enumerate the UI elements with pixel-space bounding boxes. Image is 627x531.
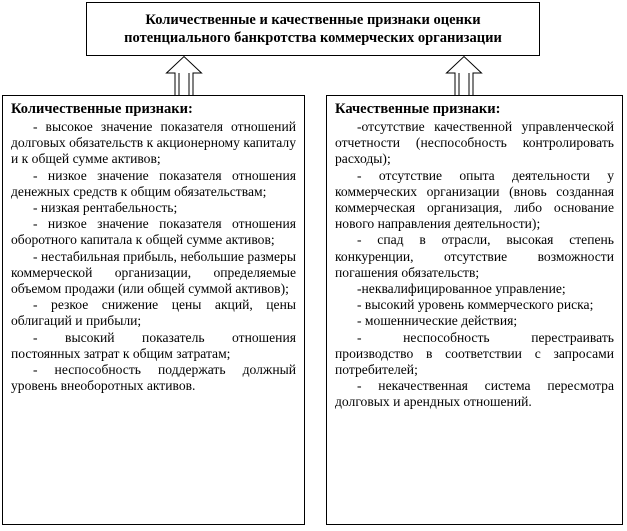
list-item: - неспособность перестраивать производство в соответствии с запросами потребителей;	[335, 329, 614, 378]
quantitative-signs-box	[2, 95, 305, 525]
qualitative-heading: Качественные признаки:	[335, 101, 501, 117]
right-up-arrow-icon	[446, 56, 482, 96]
list-item: - отсутствие опыта деятельности у коммерческих организации (вновь созданная коммерческая организация, либо основание нового направления деятельности);	[335, 167, 614, 232]
qualitative-list	[335, 119, 614, 411]
list-item: - высокий показатель отношения постоянных затрат к общим затратам;	[11, 329, 296, 361]
list-item: - нестабильная прибыль, небольшие размеры коммерческой организации, определяемые объемом продажи (или общей суммой активов);	[11, 248, 296, 297]
list-item: -неквалифицированное управление;	[357, 281, 566, 297]
main-title-box	[86, 2, 540, 56]
list-item: - некачественная система пересмотра долговых и арендных отношений.	[335, 378, 614, 410]
list-item: - низкое значение показателя отношения денежных средств к общим обязательствам;	[11, 167, 296, 199]
main-title	[124, 11, 502, 47]
list-item: - высокий уровень коммерческого риска;	[357, 297, 594, 313]
list-item: - неспособность поддержать должный уровень внеоборотных активов.	[11, 362, 296, 394]
list-item: - низкое значение показателя отношения оборотного капитала к общей сумме активов;	[11, 216, 296, 248]
quantitative-heading: Количественные признаки:	[11, 101, 193, 117]
list-item: - спад в отрасли, высокая степень конкуренции, отсутствие возможности погашения обязательств;	[335, 232, 614, 280]
main-title-line-2: потенциального банкротства коммерческих организации	[124, 30, 502, 46]
quantitative-list	[11, 119, 296, 394]
left-up-arrow-icon	[166, 56, 202, 96]
main-title-line-1: Количественные и качественные признаки оценки	[145, 12, 481, 28]
list-item: - низкая рентабельность;	[33, 200, 178, 216]
list-item: - резкое снижение цены акций, цены облигаций и прибыли;	[11, 297, 296, 329]
list-item: - высокое значение показателя отношений долговых обязательств к акционерному капиталу и к общей сумме активов;	[11, 119, 296, 167]
list-item: -отсутствие качественной управленческой отчетности (неспособность контролировать расходы);	[335, 119, 614, 167]
list-item: - мошеннические действия;	[357, 313, 518, 329]
qualitative-signs-box	[326, 95, 623, 525]
